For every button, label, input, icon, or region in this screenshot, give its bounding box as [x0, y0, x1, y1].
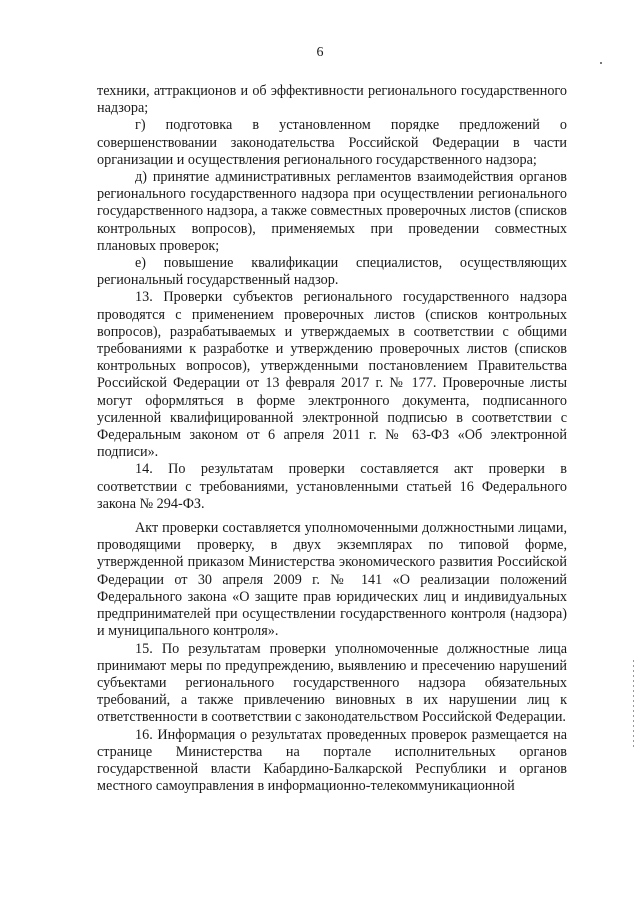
paragraph-14: 14. По результатам проверки составляется акт проверки в соответствии с требованиями, установленными статьей 16 Федерального закона № 294-ФЗ. — [97, 461, 567, 512]
paragraph-item-g: г) подготовка в установленном порядке предложений о совершенствовании законодательства Российской Федерации в части организации и осуществления регионального государственного надзора; — [97, 117, 567, 168]
page-number: 6 — [316, 45, 324, 60]
paragraph-item-d: д) принятие административных регламентов взаимодействия органов регионального государственного надзора при осуществлении регионального государственного надзора, а также совместных проверочных листов (списков контрольных вопросов), применяемых при проведении совместных плановых проверок; — [97, 169, 567, 254]
paragraph-16: 16. Информация о результатах проведенных проверок размещается на странице Министерства на портале исполнительных органов государственной власти Кабардино-Балкарской Республики и органов местного самоуправления в информационно-телекоммуникационной — [97, 726, 567, 795]
scan-edge-mark — [633, 660, 634, 750]
scan-speck — [600, 62, 602, 64]
paragraph-15: 15. По результатам проверки уполномоченные должностные лица принимают меры по предупреждению, выявлению и пресечению нарушений субъектами регионального государственного надзора обязательных требований, а также привлечению виновных в их нарушении лиц к ответственности в соответствии с законодательством Российской Федерации. — [97, 640, 567, 726]
paragraph-act: Акт проверки составляется уполномоченными должностными лицами, проводящими проверку, в двух экземплярах по типовой форме, утвержденной приказом Министерства экономического развития Российской Федерации от 30 апреля 2009 г. № 141 «О реализации положений Федерального закона «О защите прав юридических лиц и индивидуальных предпринимателей при осуществлении государственного контроля (надзора) и муниципального контроля». — [97, 520, 567, 640]
document-body — [97, 83, 567, 795]
paragraph-item-e: е) повышение квалификации специалистов, осуществляющих региональный государственный надзор. — [97, 255, 567, 289]
paragraph-13: 13. Проверки субъектов регионального государственного надзора проводятся с применением проверочных листов (списков контрольных вопросов), разрабатываемых и утверждаемых в соответствии с общими требованиями к разработке и утверждению проверочных листов (списков контрольных вопросов), утвержденными постановлением Правительства Российской Федерации от 13 февраля 2017 г. № 177. Проверочные листы могут оформляться в форме электронного документа, подписанного усиленной квалифицированной электронной подписью в соответствии с Федеральным законом от 6 апреля 2011 г. № 63-ФЗ «Об электронной подписи». — [97, 289, 567, 461]
paragraph-continuation: техники, аттракционов и об эффективности регионального государственного надзора; — [97, 83, 567, 117]
